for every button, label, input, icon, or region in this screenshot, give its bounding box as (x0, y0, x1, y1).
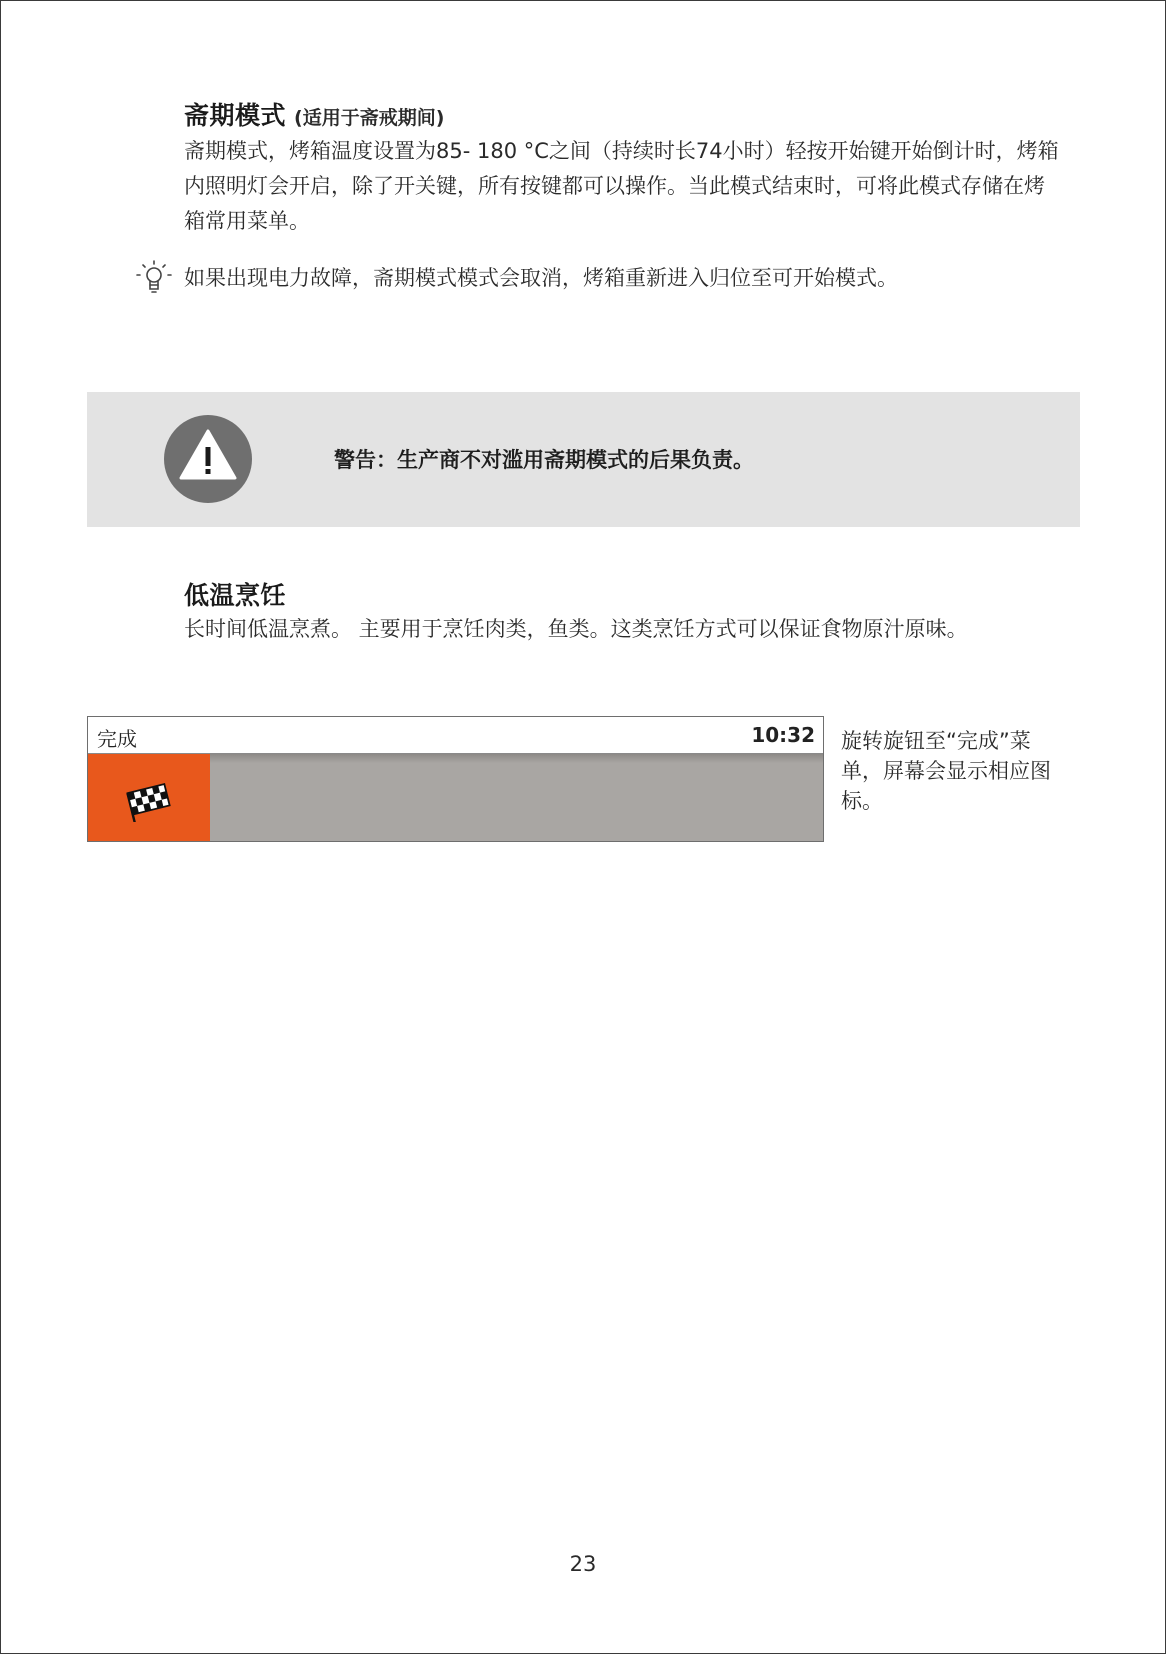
display-title: 完成 (97, 727, 137, 751)
display-caption: 旋转旋钮至“完成”菜单，屏幕会显示相应图标。 (841, 729, 1051, 813)
low-temp-body: 长时间低温烹煮。 主要用于烹饪肉类，鱼类。这类烹饪方式可以保证食物原汁原味。 (184, 617, 968, 641)
display-header (88, 717, 823, 754)
page-number: 23 (569, 1552, 597, 1576)
checkered-flag-icon (124, 780, 176, 822)
lightbulb-icon (134, 258, 174, 298)
warning-box (87, 392, 1080, 527)
tip-row (134, 258, 1094, 298)
fasting-title: 斋期模式 (184, 101, 287, 130)
fasting-body: 斋期模式，烤箱温度设置为85- 180 °C之间（持续时长74小时）轻按开始键开始倒计时，烤箱内照明灯会开启，除了开关键，所有按键都可以操作。当此模式结束时，可将此模式存储在烤箱常用菜单。 (184, 139, 1059, 233)
fasting-subtitle: (适用于斋戒期间) (294, 107, 445, 129)
display-clock: 10:32 (751, 723, 815, 747)
low-temp-section (184, 576, 1064, 647)
low-temp-title: 低温烹饪 (184, 581, 287, 610)
oven-display (87, 716, 824, 842)
fasting-section (184, 96, 1064, 239)
display-selected-tile (88, 754, 210, 841)
warning-text: 警告：生产商不对滥用斋期模式的后果负责。 (334, 448, 754, 472)
tip-text: 如果出现电力故障，斋期模式模式会取消，烤箱重新进入归位至可开始模式。 (184, 266, 898, 290)
warning-icon (163, 414, 253, 504)
fasting-heading (184, 96, 1064, 132)
